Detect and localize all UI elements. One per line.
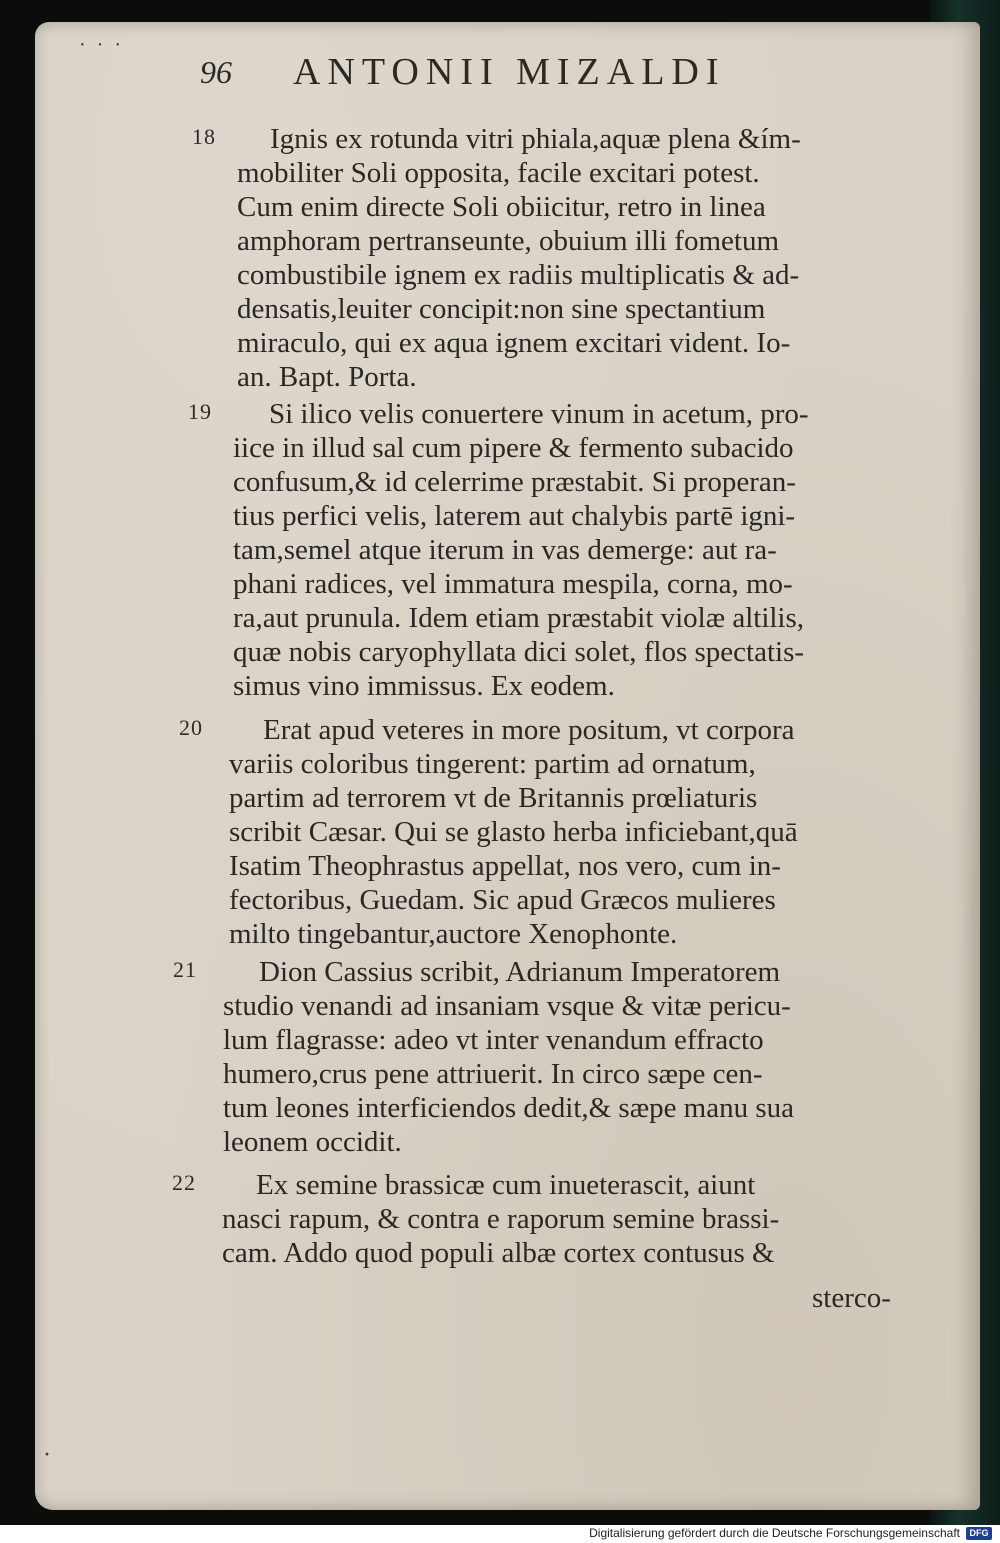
text-line: densatis,leuiter concipit:non sine spectantium [237,293,766,325]
digitization-footer [0,1525,1000,1543]
text-line: miraculo, qui ex aqua ignem excitari vident. Io- [237,327,791,359]
entry-22 [172,1168,918,1278]
text-line: combustibile ignem ex radiis multiplicatis & ad- [237,259,800,291]
text-line: variis coloribus tingerent: partim ad ornatum, [229,748,756,780]
entry-21 [173,955,913,1165]
text-line: nasci rapum, & contra e raporum semine brassi- [222,1203,780,1235]
text-line: tum leones interficiendos dedit,& sæpe manu sua [223,1092,795,1124]
text-line: lum flagrasse: adeo vt inter venandum effracto [223,1024,764,1056]
text-line: tam,semel atque iterum in vas demerge: aut ra- [233,534,777,566]
text-line: amphoram pertranseunte, obuium illi fometum [237,225,780,257]
text-line: leonem occidit. [223,1126,402,1158]
text-line: simus vino immissus. Ex eodem. [233,670,615,702]
ink-speck-bottom: · [43,1442,51,1468]
text-line: an. Bapt. Porta. [237,361,417,393]
text-line: milto tingebantur,auctore Xenophonte. [229,918,678,950]
text-line: Dion Cassius scribit, Adrianum Imperatorem [259,956,781,988]
catchword: sterco- [812,1282,891,1314]
text-line: tius perfici velis, laterem aut chalybis partē igni- [233,500,796,532]
entry-number: 19 [188,399,212,424]
text-line: mobiliter Soli opposita, facile excitari potest. [237,157,760,189]
text-line: Erat apud veteres in more positum, vt corpora [263,714,795,746]
text-line: iice in illud sal cum pipere & fermento subacido [233,432,794,464]
text-line: partim ad terrorem vt de Britannis prœliaturis [229,782,758,814]
entry-number: 22 [172,1170,196,1195]
page-header [200,50,800,110]
text-line: fectoribus, Guedam. Sic apud Græcos mulieres [229,884,776,916]
text-line: cam. Addo quod populi albæ cortex contusus & [222,1237,775,1269]
text-line: Si ilico velis conuertere vinum in acetum, pro- [269,398,809,430]
entry-19 [188,397,923,707]
entry-20 [179,713,919,953]
footer-credit: Digitalisierung gefördert durch die Deutsche Forschungsgemeinschaft [589,1526,960,1540]
ink-specks: · · · [79,34,124,56]
text-line: quæ nobis caryophyllata dici solet, flos spectatis- [233,636,805,668]
text-line: phani radices, vel immatura mespila, corna, mo- [233,568,793,600]
text-line: studio venandi ad insaniam vsque & vitæ pericu- [223,990,791,1022]
text-line: scribit Cæsar. Qui se glasto herba inficiebant,quā [229,816,798,848]
text-line: ra,aut prunula. Idem etiam præstabit violæ altilis, [233,602,805,634]
text-line: Cum enim directe Soli obiicitur, retro in linea [237,191,766,223]
text-line: Isatim Theophrastus appellat, nos vero, cum in- [229,850,781,882]
entry-18 [192,122,927,397]
dfg-logo: DFG [966,1527,992,1540]
text-line: humero,crus pene attriuerit. In circo sæpe cen- [223,1058,763,1090]
entry-number: 18 [192,124,216,149]
text-line: Ignis ex rotunda vitri phiala,aquæ plena &ím- [270,123,801,155]
text-line: Ex semine brassicæ cum inueterascit, aiunt [256,1169,756,1201]
text-line: confusum,& id celerrime præstabit. Si properan- [233,466,796,498]
running-title: ANTONII MIZALDI [293,51,726,93]
page-number: 96 [200,54,232,90]
entry-number: 20 [179,715,203,740]
entry-number: 21 [173,957,197,982]
